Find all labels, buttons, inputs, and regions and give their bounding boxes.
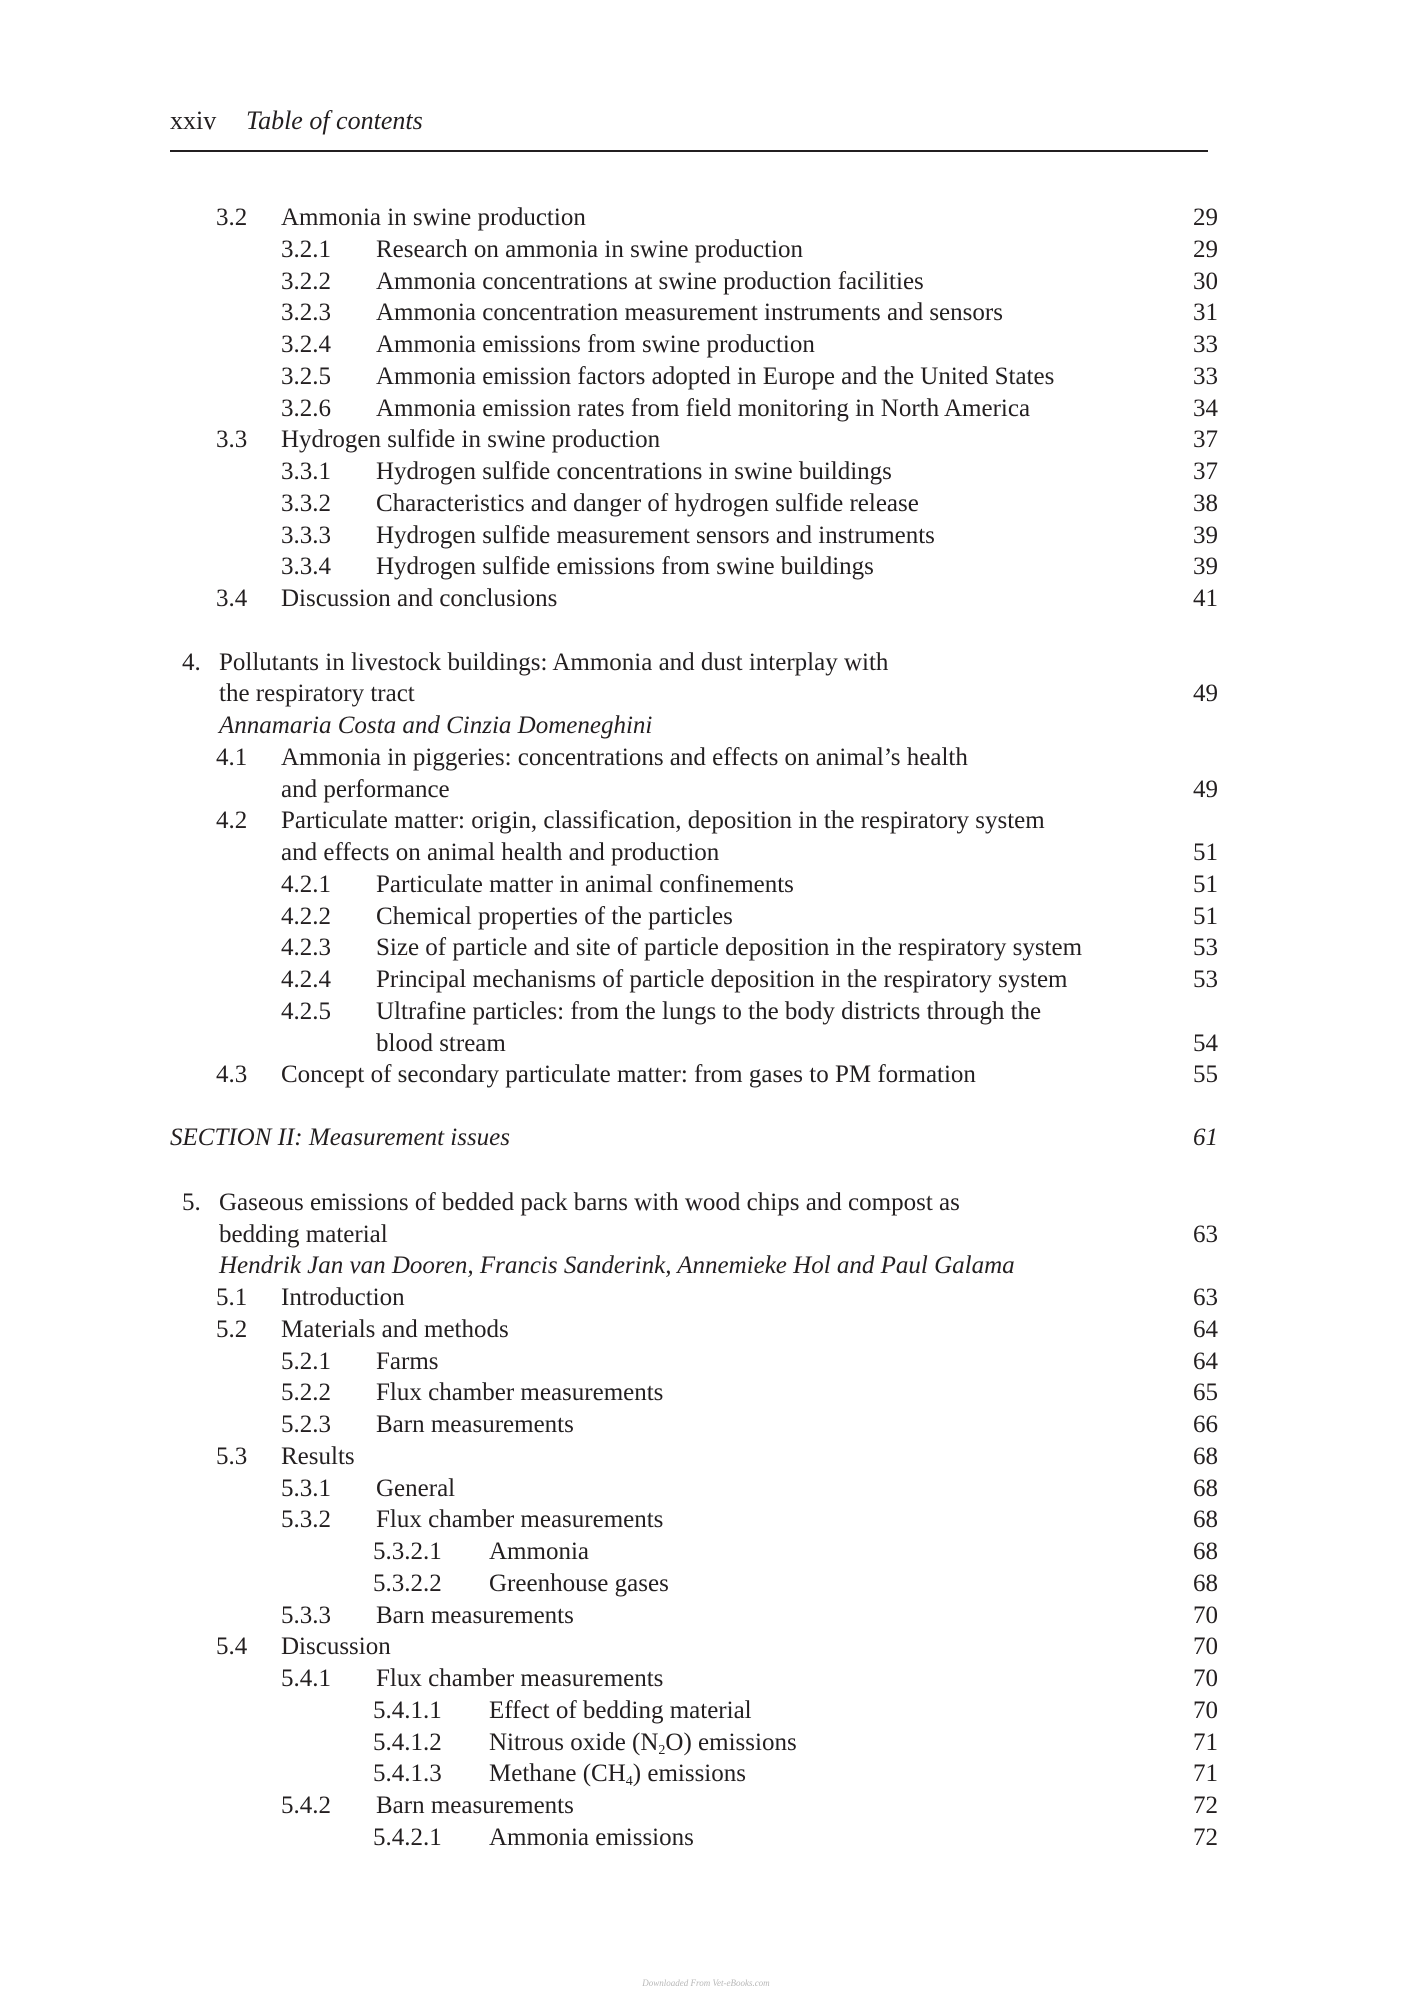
toc-entry-number: 3.4: [216, 585, 248, 612]
toc-entry-number: 3.2.1: [281, 235, 331, 263]
toc-entry-number: 4.2.5: [281, 997, 331, 1025]
toc-page-number: 33: [1193, 362, 1218, 390]
toc-entry: [0, 1822, 1412, 1854]
toc-title-text: Flux chamber measurements: [376, 1506, 664, 1534]
toc-entry: [0, 996, 1412, 1028]
toc-page-number: 39: [1193, 553, 1218, 581]
toc-entry-number: 5.1: [216, 1284, 248, 1311]
toc-entry-title: [281, 583, 557, 615]
toc-entry: [0, 1631, 1412, 1663]
toc-title-subscript: 4: [625, 1774, 633, 1790]
toc-entry: [0, 1600, 1412, 1632]
toc-title-text: Introduction: [281, 1284, 405, 1311]
toc-page-number: 66: [1193, 1411, 1218, 1438]
toc-entry: [0, 1758, 1412, 1790]
toc-entry-title: [376, 1504, 663, 1536]
toc-entry: [0, 678, 1412, 710]
toc-entry-number: 3.3.2: [281, 489, 331, 517]
toc-title-text: Research on ammonia in swine production: [376, 235, 803, 263]
toc-title-text: Gaseous emissions of bedded pack barns with wood chips and compost as: [219, 1188, 960, 1216]
toc-title-subscript: 2: [658, 1742, 666, 1758]
toc-entry: [0, 1187, 1412, 1219]
toc-page-number: 38: [1193, 489, 1218, 517]
toc-title-text: Particulate matter in animal confinements: [376, 870, 794, 898]
toc-entry-number: 5.4.1.3: [373, 1760, 442, 1788]
toc-page-number: 51: [1193, 870, 1218, 898]
toc-entry: [0, 583, 1412, 615]
toc-entry: [0, 1346, 1412, 1378]
toc-page-number: 51: [1193, 839, 1218, 866]
toc-title-text: Annamaria Costa and Cinzia Domeneghini: [219, 712, 653, 739]
toc-entry: [0, 1028, 1412, 1060]
toc-entry-title: [489, 1727, 797, 1759]
toc-title-text: the respiratory tract: [219, 680, 415, 708]
toc-entry-number: 3.2: [216, 204, 248, 231]
toc-title-text: Ultrafine particles: from the lungs to the body districts through the: [376, 997, 1042, 1025]
toc-entry: [0, 1695, 1412, 1727]
toc-page-number: 37: [1193, 458, 1218, 485]
toc-entry: [0, 551, 1412, 583]
toc-entry: [0, 1536, 1412, 1568]
toc-entry-number: 5.4.1.2: [373, 1728, 442, 1756]
toc-page-number: 70: [1193, 1696, 1218, 1724]
toc-entry: [0, 1727, 1412, 1759]
toc-entry-number: 5.3.2.1: [373, 1538, 442, 1565]
toc-entry-number: 5.4: [216, 1633, 248, 1661]
toc-title-text: ) emissions: [632, 1760, 746, 1788]
toc-title-text: Methane (CH: [489, 1760, 626, 1788]
toc-entry: [0, 1282, 1412, 1314]
toc-entry-title: [219, 678, 415, 710]
toc-entry-title: [489, 1536, 589, 1568]
table-of-contents: [0, 202, 1412, 1854]
toc-entry-title: [281, 805, 1045, 837]
toc-title-text: and effects on animal health and production: [281, 839, 720, 866]
toc-authors: [219, 710, 652, 742]
toc-entry-number: 5.3: [216, 1442, 248, 1470]
toc-section-heading: [0, 1123, 1412, 1169]
toc-entry-title: [281, 1282, 405, 1314]
toc-entry-title: [376, 964, 1068, 996]
toc-title-text: Ammonia emission rates from field monitoring in North America: [376, 394, 1031, 422]
toc-page-number: 49: [1193, 775, 1218, 803]
toc-entry-title: [489, 1568, 669, 1600]
toc-title-text: Hydrogen sulfide emissions from swine buildings: [376, 553, 874, 581]
toc-entry-title: [376, 1028, 506, 1060]
toc-title-text: Hendrik Jan van Dooren, Francis Sanderink, Annemieke Hol and Paul Galama: [219, 1252, 1015, 1280]
toc-entry-number: 5.: [182, 1188, 201, 1216]
toc-entry-title: [376, 996, 1041, 1028]
toc-entry: [0, 837, 1412, 869]
toc-entry-number: 3.2.6: [281, 394, 331, 422]
toc-entry-number: 3.2.2: [281, 267, 331, 295]
toc-entry: [0, 424, 1412, 456]
toc-entry-title: [376, 393, 1030, 425]
toc-entry-title: [376, 456, 892, 488]
toc-entry: [0, 1663, 1412, 1695]
toc-title-text: Ammonia emission factors adopted in Europe and the United States: [376, 362, 1055, 390]
toc-page-number: 39: [1193, 521, 1218, 549]
toc-entry: [0, 297, 1412, 329]
toc-page-number: 55: [1193, 1061, 1218, 1089]
toc-page-number: 53: [1193, 966, 1218, 993]
toc-entry-title: [281, 202, 586, 234]
toc-entry: [0, 329, 1412, 361]
toc-entry-title: [376, 1600, 574, 1632]
toc-title-text: Barn measurements: [376, 1792, 574, 1819]
toc-entry-title: [376, 1473, 455, 1505]
toc-entry-title: [376, 234, 803, 266]
toc-entry: [0, 488, 1412, 520]
toc-entry: [0, 234, 1412, 266]
toc-entry: [0, 805, 1412, 837]
toc-page-number: 49: [1193, 680, 1218, 708]
toc-entry-number: 4.2: [216, 807, 248, 835]
toc-page-number: 53: [1193, 934, 1218, 962]
toc-entry-number: 4.2.2: [281, 902, 331, 930]
toc-entry-title: [281, 837, 719, 869]
toc-title-text: Greenhouse gases: [489, 1569, 669, 1597]
toc-entry-title: [376, 1409, 574, 1441]
toc-title-text: Ammonia emissions from swine production: [376, 331, 815, 358]
toc-page-number: 71: [1193, 1760, 1218, 1788]
toc-title-text: Materials and methods: [281, 1315, 509, 1343]
toc-entry: [0, 393, 1412, 425]
toc-title-text: Hydrogen sulfide in swine production: [281, 426, 661, 454]
toc-spacer: [0, 1091, 1412, 1123]
toc-entry: [0, 1504, 1412, 1536]
toc-entry-title: [376, 869, 794, 901]
toc-entry: [0, 710, 1412, 742]
footer-watermark: Downloaded From Vet-eBooks.com: [642, 1978, 770, 1988]
toc-entry-number: 5.3.2.2: [373, 1569, 442, 1597]
toc-page-number: 31: [1193, 299, 1218, 327]
toc-page-number: 63: [1193, 1284, 1218, 1311]
toc-title-text: Results: [281, 1442, 355, 1470]
toc-entry-number: 5.4.1.1: [373, 1696, 442, 1724]
toc-page-number: 33: [1193, 331, 1218, 358]
toc-page-number: 72: [1193, 1823, 1218, 1851]
toc-entry-number: 5.3.1: [281, 1474, 331, 1502]
toc-title-text: Principal mechanisms of particle deposition in the respiratory system: [376, 966, 1068, 993]
toc-entry-title: [376, 488, 919, 520]
toc-page-number: 51: [1193, 902, 1218, 930]
toc-entry-title: [376, 1790, 574, 1822]
toc-entry-title: [489, 1758, 746, 1790]
toc-entry-number: 3.2.5: [281, 362, 331, 390]
toc-entry-number: 5.3.3: [281, 1601, 331, 1629]
toc-entry-number: 4.2.4: [281, 966, 331, 993]
toc-entry-number: 5.4.2.1: [373, 1823, 442, 1851]
toc-entry-title: [376, 1377, 663, 1409]
toc-page-number: 64: [1193, 1315, 1218, 1343]
toc-entry-number: 5.2.2: [281, 1379, 331, 1407]
toc-entry-title: [281, 1441, 355, 1473]
toc-entry: [0, 774, 1412, 806]
toc-title-text: Ammonia: [489, 1538, 589, 1565]
toc-entry-title: [281, 1314, 509, 1346]
toc-entry-number: 4.2.3: [281, 934, 331, 962]
toc-entry: [0, 456, 1412, 488]
toc-title-text: Flux chamber measurements: [376, 1665, 664, 1692]
toc-entry: [0, 520, 1412, 552]
toc-entry-number: 3.2.4: [281, 331, 331, 358]
toc-page-number: 54: [1193, 1029, 1218, 1057]
toc-entry-title: [219, 1187, 960, 1219]
toc-entry-number: 5.2.3: [281, 1411, 331, 1438]
toc-page-number: 68: [1193, 1506, 1218, 1534]
toc-title-text: Discussion: [281, 1633, 391, 1661]
toc-title-text: Effect of bedding material: [489, 1696, 752, 1724]
toc-page-number: 65: [1193, 1379, 1218, 1407]
toc-entry-number: 3.3.3: [281, 521, 331, 549]
toc-page-number: 41: [1193, 585, 1218, 612]
toc-entry-title: [376, 297, 1003, 329]
toc-title-text: Farms: [376, 1347, 439, 1375]
toc-entry-number: 5.2.1: [281, 1347, 331, 1375]
toc-page-number: 29: [1193, 204, 1218, 231]
page-header: [170, 106, 1208, 152]
toc-page-number: 70: [1193, 1601, 1218, 1629]
toc-entry-title: [376, 361, 1054, 393]
toc-entry-title: [376, 329, 815, 361]
toc-entry-number: 3.3: [216, 426, 248, 454]
toc-entry-number: 3.3.1: [281, 458, 331, 485]
toc-title-text: Chemical properties of the particles: [376, 902, 733, 930]
toc-title-text: Ammonia in swine production: [281, 204, 586, 231]
toc-title-text: Size of particle and site of particle deposition in the respiratory system: [376, 934, 1083, 962]
toc-page-number: 34: [1193, 394, 1218, 422]
toc-entry: [0, 1314, 1412, 1346]
toc-title-text: Barn measurements: [376, 1601, 574, 1629]
toc-entry: [0, 647, 1412, 679]
toc-entry-title: [219, 647, 888, 679]
toc-entry: [0, 932, 1412, 964]
toc-entry-number: 3.3.4: [281, 553, 331, 581]
toc-title-text: Barn measurements: [376, 1411, 574, 1438]
toc-title-text: Concept of secondary particulate matter: from gases to PM formation: [281, 1061, 976, 1089]
toc-authors: [219, 1250, 1015, 1282]
toc-entry-title: [281, 1059, 976, 1091]
toc-entry-title: [281, 424, 660, 456]
toc-entry: [0, 266, 1412, 298]
toc-entry: [0, 1219, 1412, 1251]
toc-page-number: 71: [1193, 1728, 1218, 1756]
toc-entry-number: 5.4.1: [281, 1665, 331, 1692]
toc-entry: [0, 1250, 1412, 1282]
toc-entry: [0, 1473, 1412, 1505]
running-title: Table of contents: [246, 106, 423, 135]
toc-title-text: Flux chamber measurements: [376, 1379, 664, 1407]
toc-title-text: Nitrous oxide (N: [489, 1728, 659, 1756]
toc-entry-title: [376, 551, 874, 583]
toc-entry-number: 4.1: [216, 743, 248, 771]
toc-title-text: Hydrogen sulfide measurement sensors and instruments: [376, 521, 935, 549]
toc-entry: [0, 964, 1412, 996]
toc-page-number: 29: [1193, 235, 1218, 263]
toc-page-number: 68: [1193, 1569, 1218, 1597]
toc-title-text: Ammonia in piggeries: concentrations and effects on animal’s health: [281, 743, 968, 771]
toc-entry-title: [376, 901, 733, 933]
toc-title-text: Ammonia concentrations at swine production facilities: [376, 267, 924, 295]
toc-page-number: 68: [1193, 1474, 1218, 1502]
toc-title-text: Particulate matter: origin, classification, deposition in the respiratory system: [281, 807, 1045, 835]
toc-title-text: O) emissions: [665, 1728, 797, 1756]
toc-spacer: [0, 1169, 1412, 1187]
toc-page-number: 64: [1193, 1347, 1218, 1375]
page-number: xxiv: [170, 106, 217, 135]
toc-title-text: Hydrogen sulfide concentrations in swine buildings: [376, 458, 892, 485]
toc-entry: [0, 1059, 1412, 1091]
toc-entry-title: [219, 1219, 388, 1251]
toc-entry-title: [281, 742, 968, 774]
toc-entry: [0, 1441, 1412, 1473]
toc-entry-title: [376, 1663, 663, 1695]
toc-entry-number: 5.3.2: [281, 1506, 331, 1534]
toc-entry: [0, 202, 1412, 234]
toc-entry-title: [489, 1695, 752, 1727]
toc-page-number: 37: [1193, 426, 1218, 454]
toc-title-text: Characteristics and danger of hydrogen sulfide release: [376, 489, 919, 517]
toc-entry: [0, 742, 1412, 774]
toc-entry: [0, 1790, 1412, 1822]
toc-page-number: 63: [1193, 1220, 1218, 1248]
toc-entry-number: 4.2.1: [281, 870, 331, 898]
toc-entry-title: [281, 774, 450, 806]
toc-entry: [0, 1409, 1412, 1441]
toc-entry-title: [376, 266, 924, 298]
toc-page-number: 70: [1193, 1665, 1218, 1692]
toc-entry-number: 4.: [182, 648, 201, 676]
toc-page-number: 72: [1193, 1792, 1218, 1819]
toc-page-number: 30: [1193, 267, 1218, 295]
toc-title-text: General: [376, 1474, 456, 1502]
toc-page-number: 61: [1193, 1123, 1218, 1151]
toc-title-text: Ammonia emissions: [489, 1823, 694, 1851]
toc-page-number: 68: [1193, 1538, 1218, 1565]
toc-section-title: SECTION II: Measurement issues: [170, 1123, 511, 1151]
toc-entry: [0, 361, 1412, 393]
toc-title-text: bedding material: [219, 1220, 388, 1248]
toc-entry-number: 5.2: [216, 1315, 248, 1343]
toc-entry-title: [376, 932, 1082, 964]
toc-entry-title: [376, 1346, 439, 1378]
toc-entry-title: [376, 520, 935, 552]
toc-entry: [0, 1377, 1412, 1409]
toc-title-text: and performance: [281, 775, 450, 803]
toc-entry: [0, 901, 1412, 933]
toc-page-number: 68: [1193, 1442, 1218, 1470]
toc-entry: [0, 869, 1412, 901]
toc-title-text: Discussion and conclusions: [281, 585, 558, 612]
toc-entry: [0, 1568, 1412, 1600]
toc-page-number: 70: [1193, 1633, 1218, 1661]
toc-entry-number: 3.2.3: [281, 299, 331, 327]
toc-entry-number: 5.4.2: [281, 1792, 331, 1819]
toc-entry-title: [489, 1822, 694, 1854]
toc-title-text: blood stream: [376, 1029, 506, 1057]
toc-entry-title: [281, 1631, 391, 1663]
toc-title-text: Ammonia concentration measurement instruments and sensors: [376, 299, 1003, 327]
toc-title-text: Pollutants in livestock buildings: Ammonia and dust interplay with: [219, 648, 889, 676]
toc-entry-number: 4.3: [216, 1061, 248, 1089]
toc-spacer: [0, 615, 1412, 647]
